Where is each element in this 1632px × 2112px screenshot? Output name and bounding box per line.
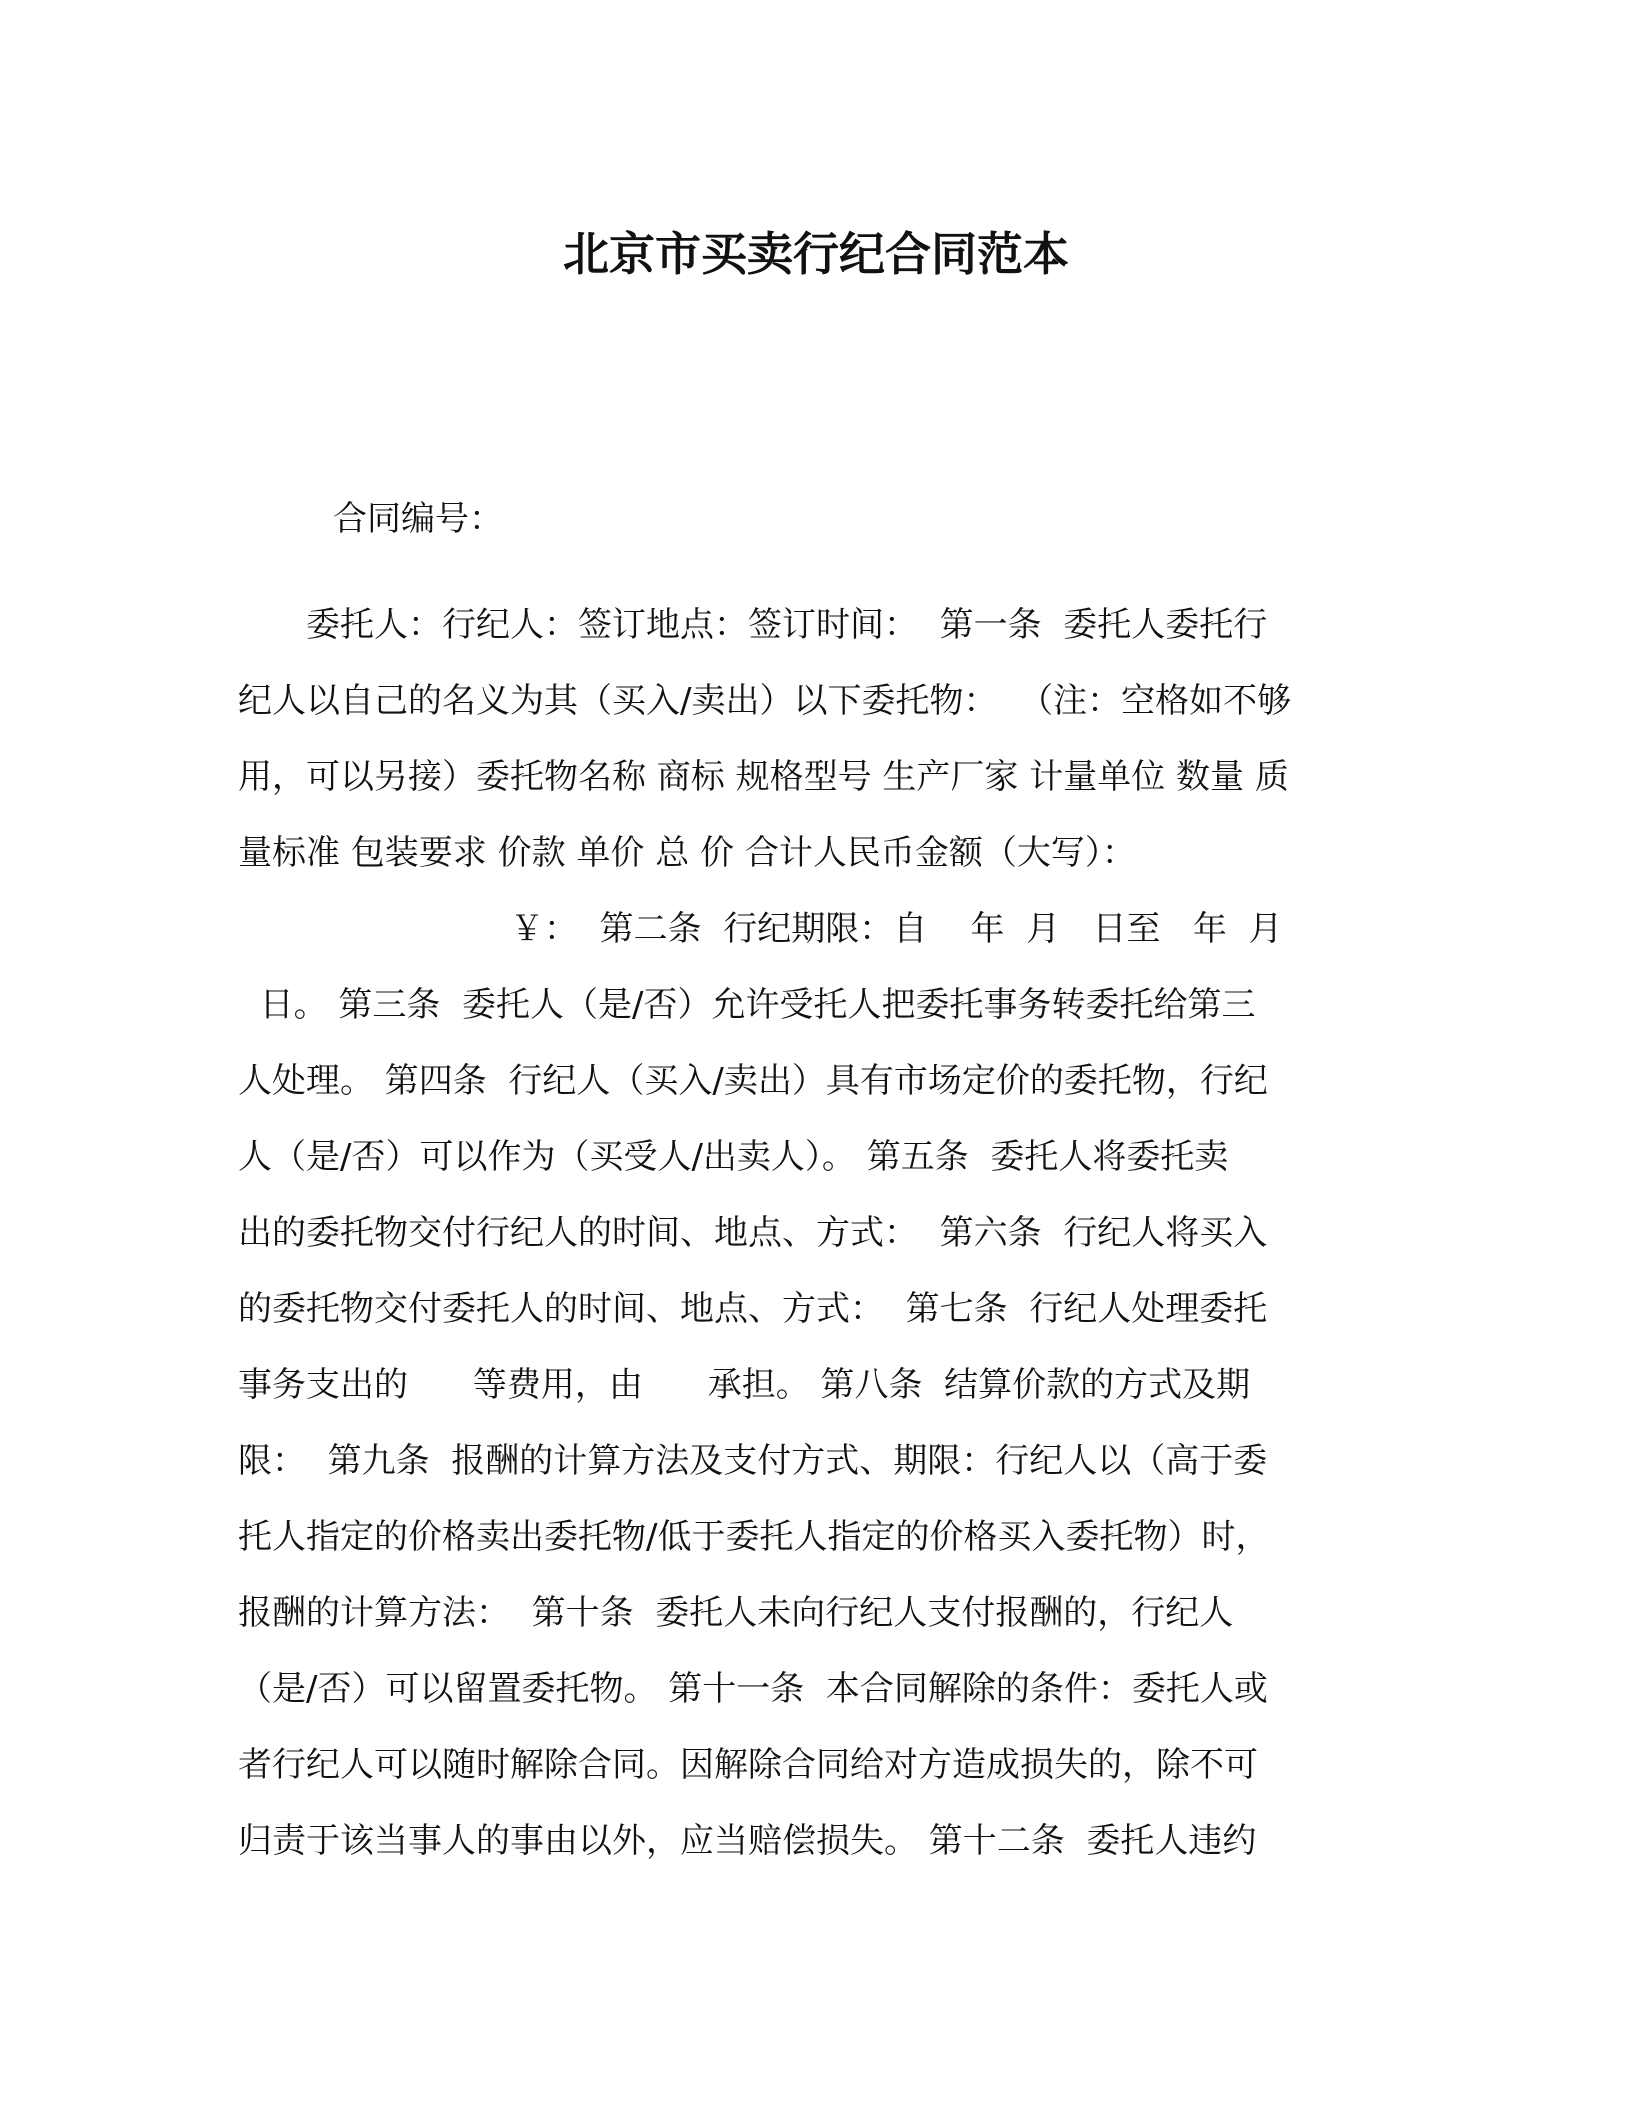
body-line: 委托人：行纪人：签订地点：签订时间： 第一条 委托人委托行 [238,605,1268,645]
body-line: 日。 第三条 委托人（是/否）允许受托人把委托事务转委托给第三 [238,985,1256,1025]
body-line: 人（是/否）可以作为（买受人/出卖人）。 第五条 委托人将委托卖 [238,1137,1229,1177]
body-line: 报酬的计算方法： 第十条 委托人未向行纪人支付报酬的，行纪人 [238,1593,1234,1633]
document-title: 北京市买卖行纪合同范本 [563,227,1069,281]
body-line: 事务支出的 等费用，由 承担。 第八条 结算价款的方式及期 [238,1365,1251,1405]
body-line: 托人指定的价格卖出委托物/低于委托人指定的价格买入委托物）时， [238,1517,1270,1557]
body-line: 出的委托物交付行纪人的时间、地点、方式： 第六条 行纪人将买入 [238,1213,1268,1253]
contract-number-label: 合同编号： [333,499,503,539]
body-line: 量标准 包装要求 价款 单价 总 价 合计人民币金额（大写）： [238,833,1136,873]
body-line: 人处理。 第四条 行纪人（买入/卖出）具有市场定价的委托物，行纪 [238,1061,1268,1101]
body-line: 者行纪人可以随时解除合同。因解除合同给对方造成损失的，除不可 [238,1745,1258,1785]
body-line: （是/否）可以留置委托物。 第十一条 本合同解除的条件：委托人或 [238,1669,1268,1709]
body-line: ￥： 第二条 行纪期限：自 年 月 日至 年 月 [238,909,1283,949]
body-line: 限： 第九条 报酬的计算方法及支付方式、期限：行纪人以（高于委 [238,1441,1268,1481]
body-line: 用，可以另接）委托物名称 商标 规格型号 生产厂家 计量单位 数量 质 [238,757,1289,797]
body-line: 纪人以自己的名义为其（买入/卖出）以下委托物： （注：空格如不够 [238,681,1292,721]
body-line: 的委托物交付委托人的时间、地点、方式： 第七条 行纪人处理委托 [238,1289,1268,1329]
body-line: 归责于该当事人的事由以外，应当赔偿损失。 第十二条 委托人违约 [238,1821,1257,1861]
